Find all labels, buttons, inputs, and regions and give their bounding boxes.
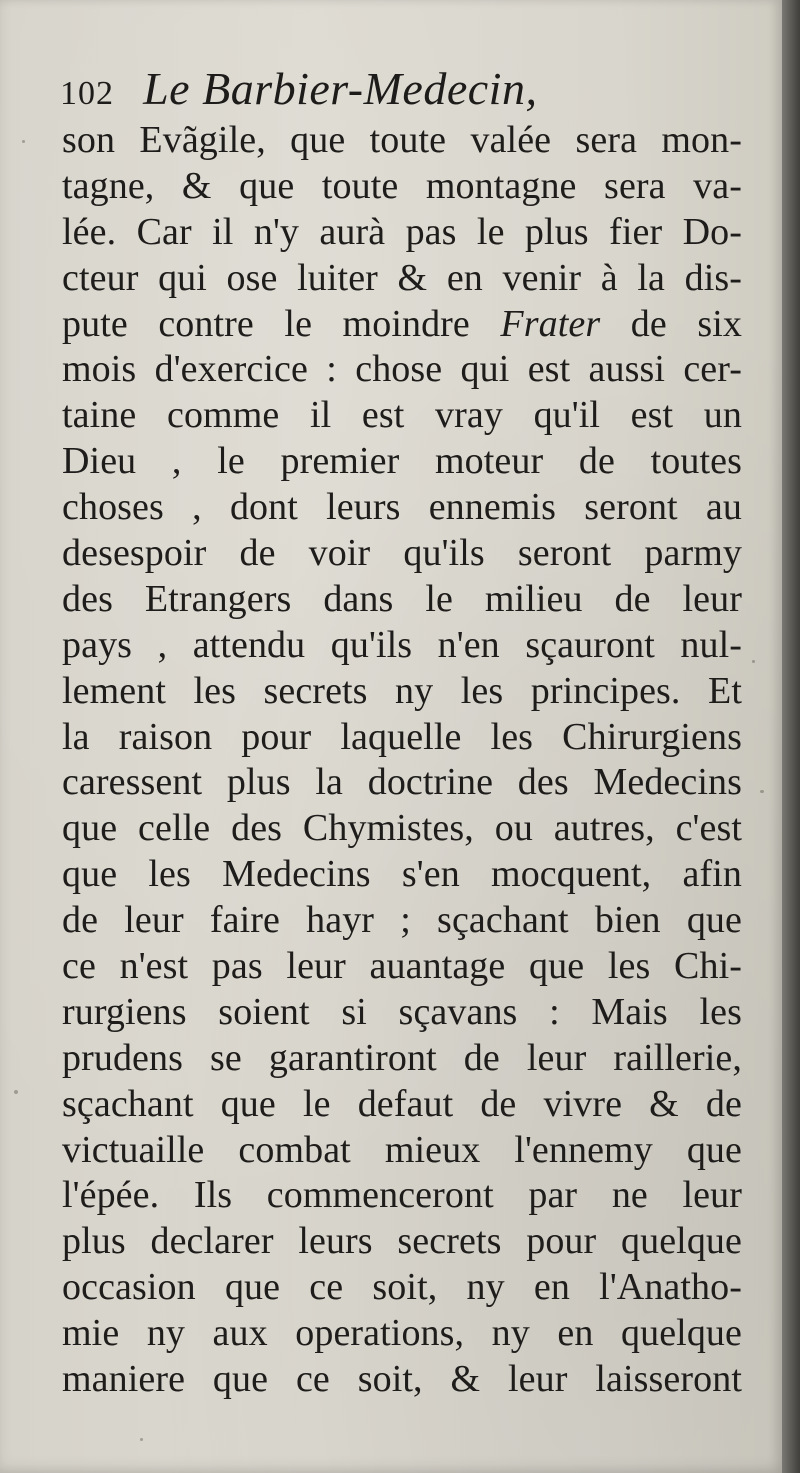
paper-speck <box>14 1090 18 1094</box>
text-line: son Evãgile, que toute valée sera mon- <box>62 119 742 161</box>
running-title: Le Barbier-Medecin, <box>143 63 538 114</box>
text-line: maniere que ce soit, & leur laisseront <box>62 1358 742 1401</box>
page-number: 102 <box>60 75 114 112</box>
paper-speck <box>752 660 755 663</box>
page-edge-shadow <box>782 0 800 1473</box>
text-line: plus declarer leurs secrets pour quelque <box>62 1220 742 1263</box>
text-line: l'épée. Ils commenceront par ne leur <box>62 1174 742 1217</box>
italic-word: Frater <box>500 302 601 345</box>
body-text <box>62 118 742 1403</box>
paper-speck <box>760 790 764 793</box>
text-line: la raison pour laquelle les Chirurgiens <box>62 715 742 758</box>
text-line: lée. Car il n'y aurà pas le plus fier Do- <box>62 210 742 253</box>
text-line: cteur qui ose luiter & en venir à la dis- <box>62 256 742 299</box>
text-line: que celle des Chymistes, ou autres, c'est <box>62 807 742 850</box>
text-line: lement les secrets ny les principes. Et <box>62 669 742 712</box>
text-line: mie ny aux operations, ny en quelque <box>62 1312 742 1355</box>
text-line: sçachant que le defaut de vivre & de <box>62 1082 742 1125</box>
text-line: tagne, & que toute montagne sera va- <box>62 164 742 207</box>
text-line: taine comme il est vray qu'il est un <box>62 394 742 437</box>
text-line: victuaille combat mieux l'ennemy que <box>62 1128 742 1171</box>
text-line: que les Medecins s'en mocquent, afin <box>62 853 742 896</box>
text-line: rurgiens soient si sçavans : Mais les <box>62 990 742 1033</box>
text-line: mois d'exercice : chose qui est aussi cer- <box>62 348 742 391</box>
text-line: prudens se garantiront de leur raillerie, <box>62 1036 742 1079</box>
text-line: des Etrangers dans le milieu de leur <box>62 577 742 620</box>
text-line: desespoir de voir qu'ils seront parmy <box>62 532 742 575</box>
paper-speck <box>22 140 25 143</box>
text-line: caressent plus la doctrine des Medecins <box>62 761 742 804</box>
text-line: Dieu , le premier moteur de toutes <box>62 440 742 483</box>
text-line: choses , dont leurs ennemis seront au <box>62 486 742 529</box>
text-line: de leur faire hayr ; sçachant bien que <box>62 899 742 942</box>
text-line: occasion que ce soit, ny en l'Anatho- <box>62 1266 742 1309</box>
page-header <box>60 62 537 112</box>
text-line: ce n'est pas leur auantage que les Chi- <box>62 945 742 988</box>
text-line: pute contre le moindre Frater de six <box>62 302 742 345</box>
text-line: pays , attendu qu'ils n'en sçauront nul- <box>62 623 742 666</box>
paper-speck <box>140 1438 143 1441</box>
